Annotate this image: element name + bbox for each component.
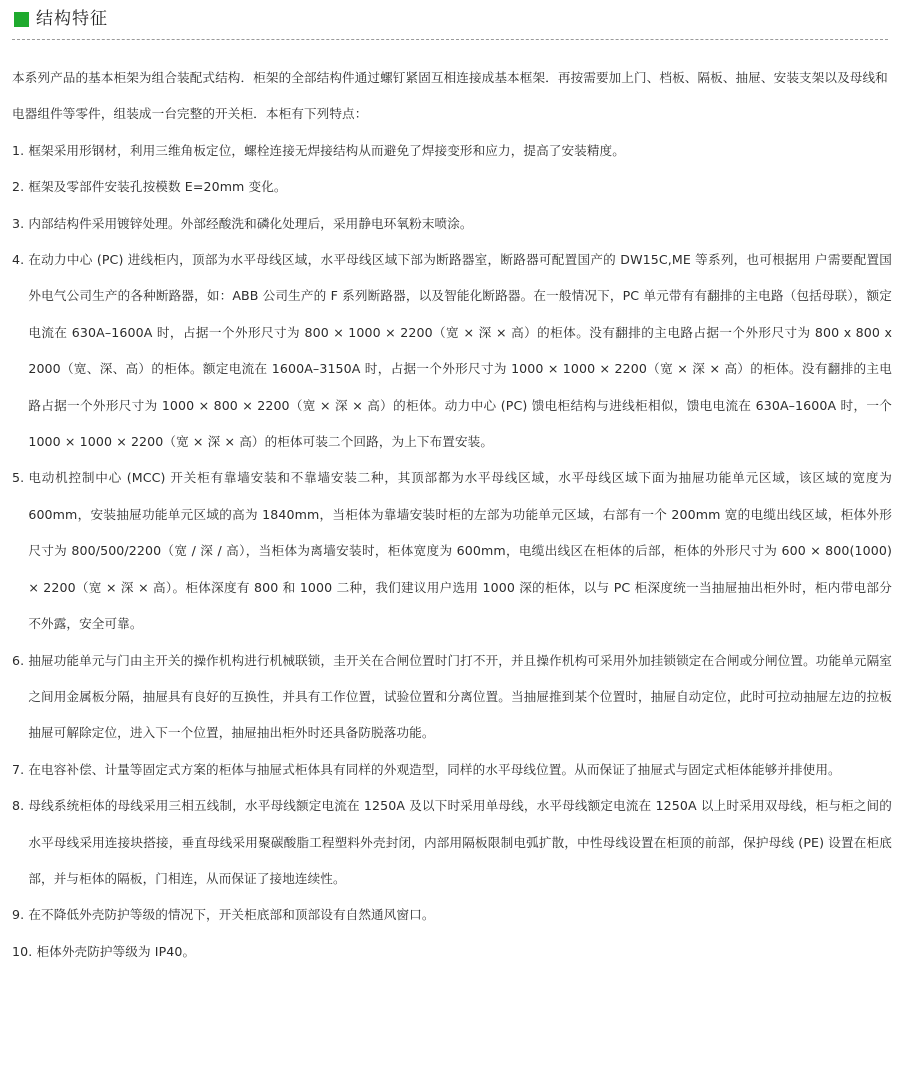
item-text: 在动力中心 (PC) 进线柜内，顶部为水平母线区域，水平母线区域下部为断路器室，断路器可配置国产的 DW15C,ME 等系列，也可根据用 户需要配置国外电气公司生产的各种断路器，如：ABB 公司生产的 F 系列断路器，以及智能化断路器。在一般情况下，PC 单元带有有翻排的主电路（包括母联），额定电流在 630A–1600A 时，占据一个外形尺寸为 800 × 1000 × 2200（宽 × 深 × 高）的柜体。没有翻排的主电路占据一个外形尺寸为 800 x 800 x 2000（宽、深、高）的柜体。额定电流在 1600A–3150A 时，占据一个外形尺寸为 1000 × 1000 × 2200（宽 × 深 × 高）的柜体。没有翻排的主电路占据一个外形尺寸为 1000 × 800 × 2200（宽 × 深 × 高）的柜体。动力中心 (PC) 馈电柜结构与进线柜相似，馈电电流在 630A–1600A 时，一个 1000 × 1000 × 2200（宽 × 深 × 高）的柜体可装二个回路，为上下布置安装。 bbox=[28, 252, 892, 450]
item-text: 在电容补偿、计量等固定式方案的柜体与抽屉式柜体具有同样的外观造型，同样的水平母线位置。从而保证了抽屉式与固定式柜体能够并排使用。 bbox=[28, 761, 841, 777]
item-number: 8. bbox=[12, 798, 25, 814]
feature-list bbox=[12, 133, 892, 970]
list-item bbox=[12, 242, 892, 460]
list-item bbox=[12, 169, 892, 205]
item-number: 1. bbox=[12, 142, 25, 158]
item-number: 6. bbox=[12, 652, 25, 668]
item-text: 框架采用形钢材，利用三维角板定位，螺栓连接无焊接结构从而避免了焊接变形和应力，提高了安装精度。 bbox=[28, 142, 625, 158]
item-number: 2. bbox=[12, 179, 25, 195]
list-item bbox=[12, 133, 892, 169]
item-text: 框架及零部件安装孔按模数 E=20mm 变化。 bbox=[28, 179, 287, 195]
item-text: 电动机控制中心 (MCC) 开关柜有靠墙安装和不靠墙安装二种，其顶部都为水平母线区域，水平母线区域下面为抽屉功能单元区域，该区域的宽度为 600mm，安装抽屉功能单元区域的高为 1840mm，当柜体为靠墙安装时柜的左部为功能单元区域，右部有一个 200mm 宽的电缆出线区域，柜体外形尺寸为 800/500/2200（宽 / 深 / 高），当柜体为离墙安装时，柜体宽度为 600mm，电缆出线区在柜体的后部，柜体的外形尺寸为 600 × 800(1000) × 2200（宽 × 深 × 高）。柜体深度有 800 和 1000 二种，我们建议用户选用 1000 深的柜体，以与 PC 柜深度统一当抽屉抽出柜外时，柜内带电部分不外露，安全可靠。 bbox=[28, 470, 892, 632]
section-title: 结构特征 bbox=[36, 9, 108, 29]
list-item bbox=[12, 897, 892, 933]
list-item bbox=[12, 643, 892, 752]
item-number: 7. bbox=[12, 761, 25, 777]
item-text: 抽屉功能单元与门由主开关的操作机构进行机械联锁，圭开关在合闸位置时门打不开，并且操作机构可采用外加挂锁锁定在合闸或分闸位置。功能单元隔室之间用金属板分隔，抽屉具有良好的互换性，并具有工作位置，试验位置和分离位置。当抽屉推到某个位置时，抽屉自动定位，此时可拉动抽屉左边的拉板抽屉可解除定位，进入下一个位置，抽屉抽出柜外时还具备防脱落功能。 bbox=[28, 652, 892, 741]
feature-description bbox=[12, 60, 892, 970]
item-text: 母线系统柜体的母线采用三相五线制，水平母线额定电流在 1250A 及以下时采用单母线，水平母线额定电流在 1250A 以上时采用双母线，柜与柜之间的水平母线采用连接块搭接，垂直母线采用聚碳酸脂工程塑料外壳封闭，内部用隔板限制电弧扩散，中性母线设置在柜顶的前部，保护母线 (PE) 设置在柜底部，并与柜体的隔板，门相连，从而保证了接地连续性。 bbox=[28, 798, 892, 886]
green-square-icon bbox=[14, 12, 29, 27]
list-item bbox=[12, 460, 892, 642]
section-header bbox=[12, 0, 888, 44]
item-text: 柜体外壳防护等级为 IP40。 bbox=[36, 943, 196, 959]
item-number: 5. bbox=[12, 470, 25, 486]
item-number: 3. bbox=[12, 215, 25, 231]
item-number: 10. bbox=[12, 943, 33, 959]
item-number: 4. bbox=[12, 252, 25, 268]
list-item bbox=[12, 752, 892, 788]
item-number: 9. bbox=[12, 907, 25, 923]
dashed-divider bbox=[12, 39, 888, 40]
intro-paragraph: 本系列产品的基本柜架为组合装配式结构．柜架的全部结构件通过螺钉紧固互相连接成基本框架．再按需要加上门、档板、隔板、抽屉、安装支架以及母线和电器组件等零件，组装成一台完整的开关柜．本柜有下列特点： bbox=[12, 70, 888, 122]
list-item bbox=[12, 788, 892, 897]
list-item bbox=[12, 934, 892, 970]
item-text: 内部结构件采用镀锌处理。外部经酸洗和磷化处理后，采用静电环氧粉末喷涂。 bbox=[28, 215, 473, 231]
list-item bbox=[12, 206, 892, 242]
item-text: 在不降低外壳防护等级的情况下，开关柜底部和顶部设有自然通风窗口。 bbox=[28, 907, 435, 923]
